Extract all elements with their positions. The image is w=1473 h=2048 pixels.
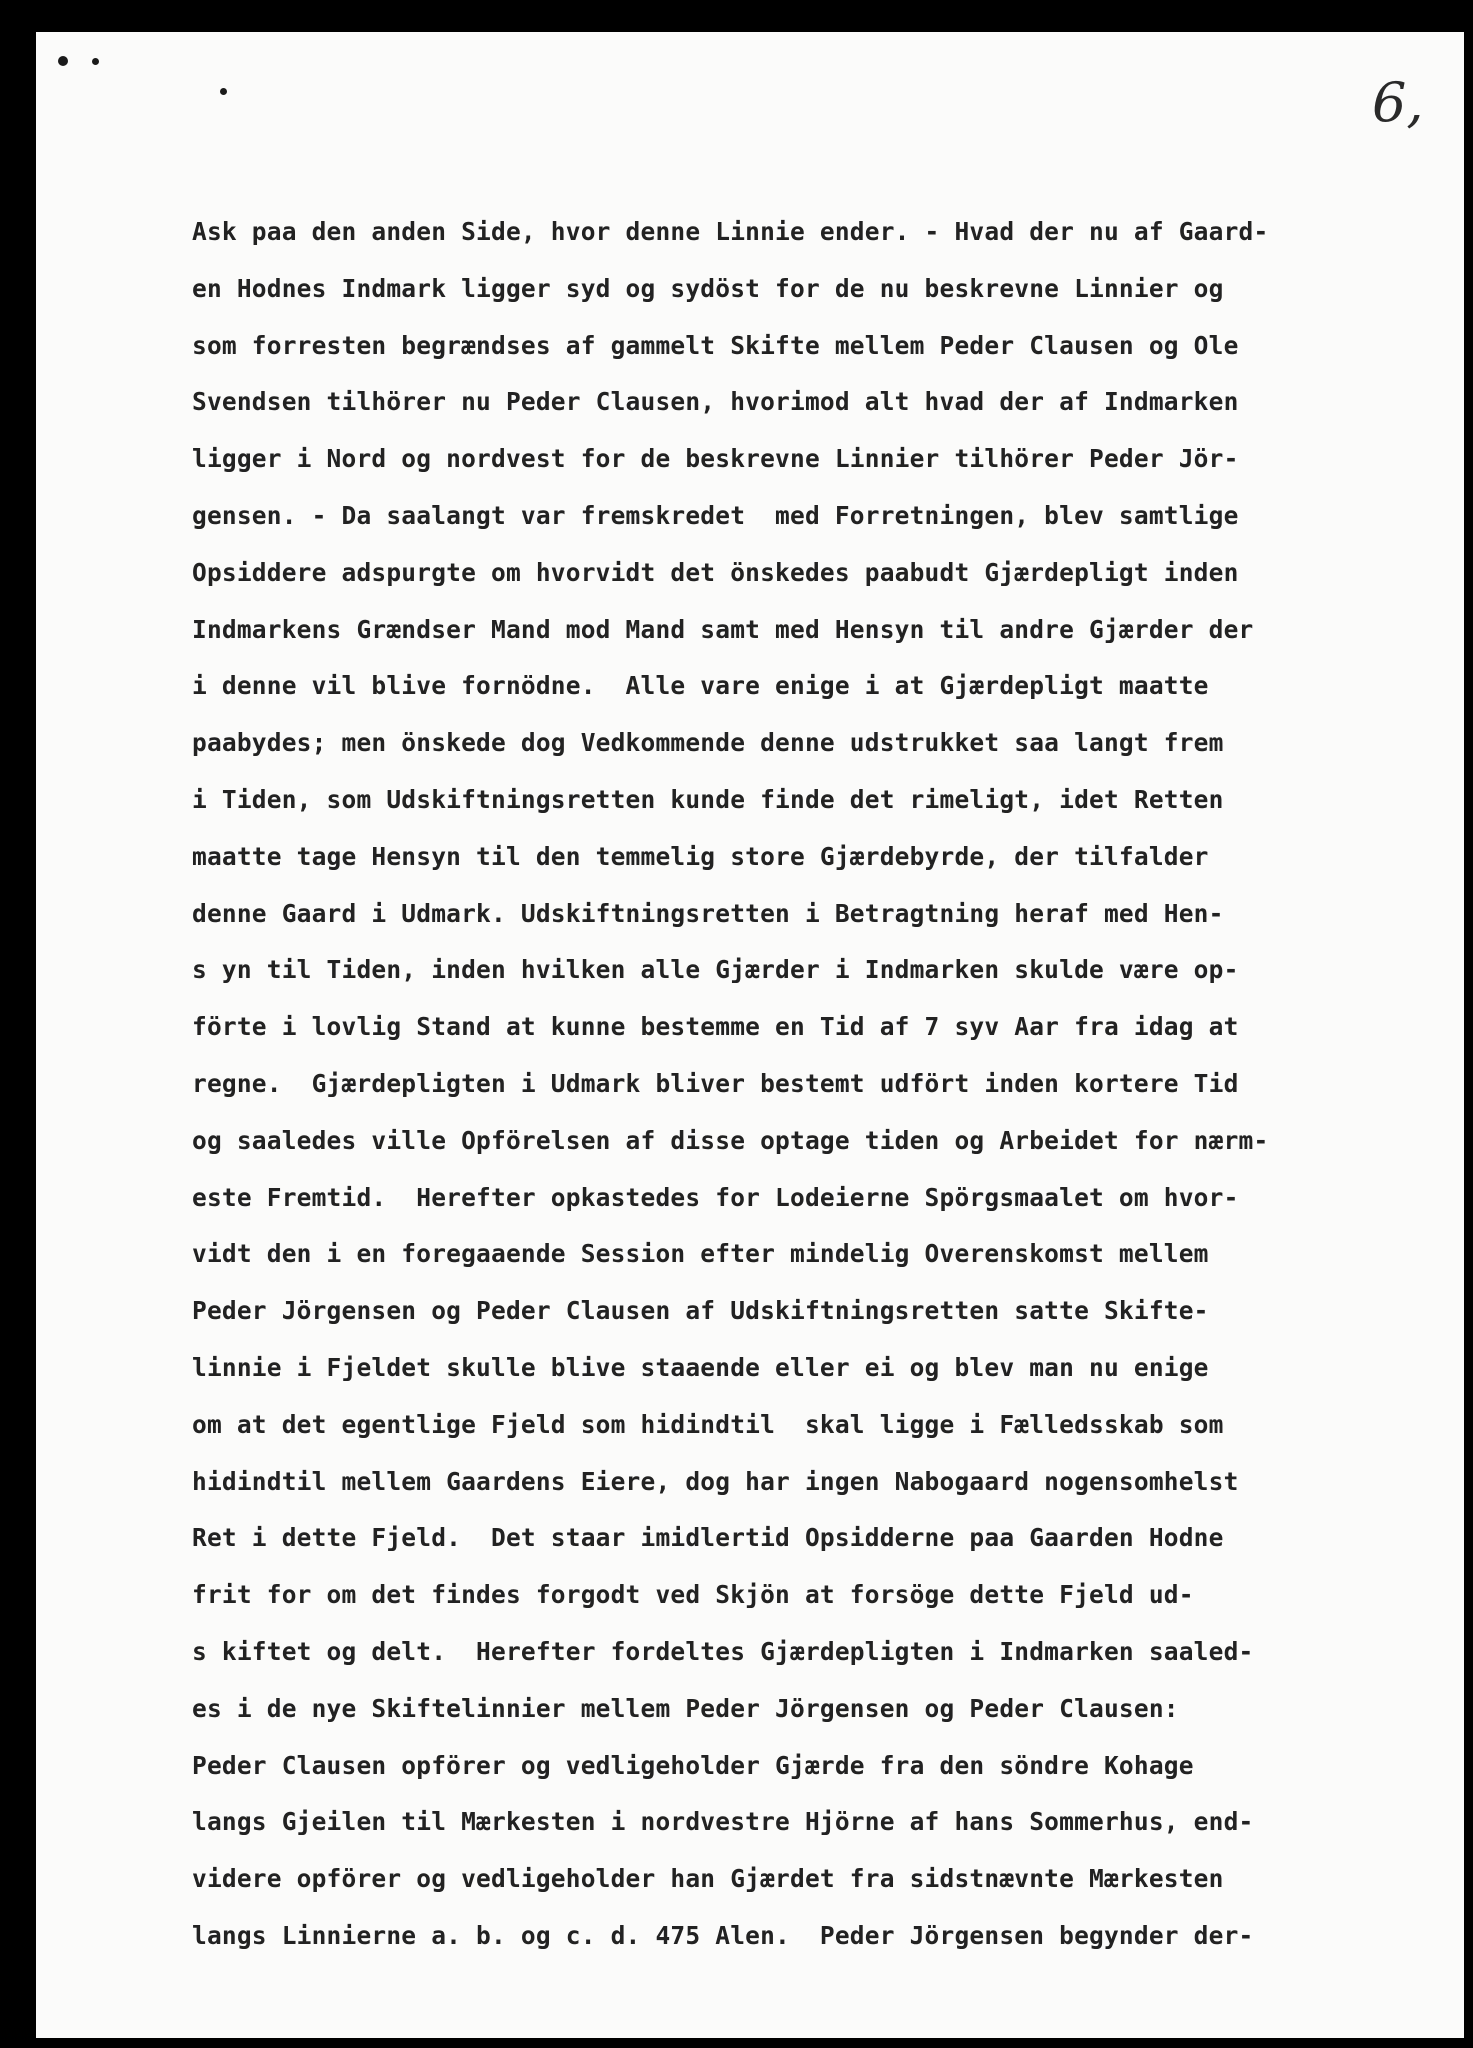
text-line: vidt den i en foregaaende Session efter mindelig Overenskomst mellem [192, 1239, 1209, 1269]
typed-text-body [192, 204, 1442, 1965]
text-line: Peder Jörgensen og Peder Clausen af Udskiftningsretten satte Skifte- [192, 1296, 1209, 1326]
text-line: langs Linnierne a. b. og c. d. 475 Alen. Peder Jörgensen begynder der- [192, 1920, 1254, 1950]
text-line: es i de nye Skiftelinnier mellem Peder Jörgensen og Peder Clausen: [192, 1693, 1179, 1723]
text-line: paabydes; men önskede dog Vedkommende denne udstrukket saa langt frem [192, 728, 1224, 758]
text-line: Ret i dette Fjeld. Det staar imidlertid Opsidderne paa Gaarden Hodne [192, 1523, 1224, 1553]
text-line: linnie i Fjeldet skulle blive staaende eller ei og blev man nu enige [192, 1352, 1209, 1382]
text-line: s yn til Tiden, inden hvilken alle Gjærder i Indmarken skulde være op- [192, 955, 1239, 985]
text-line: Svendsen tilhörer nu Peder Clausen, hvorimod alt hvad der af Indmarken [192, 387, 1239, 417]
text-line: om at det egentlige Fjeld som hidindtil skal ligge i Fælledsskab som [192, 1409, 1224, 1439]
text-line: maatte tage Hensyn til den temmelig store Gjærdebyrde, der tilfalder [192, 841, 1209, 871]
text-line: videre opförer og vedligeholder han Gjærdet fra sidstnævnte Mærkesten [192, 1864, 1224, 1894]
text-line: langs Gjeilen til Mærkesten i nordvestre Hjörne af hans Sommerhus, end- [192, 1807, 1254, 1837]
text-line: som forresten begrændses af gammelt Skifte mellem Peder Clausen og Ole [192, 330, 1239, 360]
text-line: gensen. - Da saalangt var fremskredet med Forretningen, blev samtlige [192, 500, 1239, 530]
text-line: i denne vil blive fornödne. Alle vare enige i at Gjærdepligt maatte [192, 671, 1209, 701]
text-line: Peder Clausen opförer og vedligeholder Gjærde fra den söndre Kohage [192, 1750, 1194, 1780]
text-line: s kiftet og delt. Herefter fordeltes Gjærdepligten i Indmarken saaled- [192, 1636, 1254, 1666]
text-line: Indmarkens Grændser Mand mod Mand samt med Hensyn til andre Gjærder der [192, 614, 1254, 644]
page-number: 6, [1372, 71, 1424, 134]
text-line: förte i lovlig Stand at kunne bestemme en Tid af 7 syv Aar fra idag at [192, 1012, 1239, 1042]
text-line: en Hodnes Indmark ligger syd og sydöst for de nu beskrevne Linnier og [192, 273, 1224, 303]
text-line: regne. Gjærdepligten i Udmark bliver bestemt udfört inden kortere Tid [192, 1068, 1239, 1098]
document-page [36, 32, 1464, 2038]
punch-dot-2 [92, 58, 99, 65]
text-line: ligger i Nord og nordvest for de beskrevne Linnier tilhörer Peder Jör- [192, 444, 1239, 474]
text-line: denne Gaard i Udmark. Udskiftningsretten i Betragtning heraf med Hen- [192, 898, 1224, 928]
text-line: hidindtil mellem Gaardens Eiere, dog har ingen Nabogaard nogensomhelst [192, 1466, 1239, 1496]
text-line: og saaledes ville Opförelsen af disse optage tiden og Arbeidet for nærm- [192, 1125, 1269, 1155]
punch-dot-3 [220, 88, 227, 95]
text-line: este Fremtid. Herefter opkastedes for Lodeierne Spörgsmaalet om hvor- [192, 1182, 1239, 1212]
text-line: Opsiddere adspurgte om hvorvidt det önskedes paabudt Gjærdepligt inden [192, 557, 1239, 587]
text-line: i Tiden, som Udskiftningsretten kunde finde det rimeligt, idet Retten [192, 784, 1224, 814]
text-line: Ask paa den anden Side, hvor denne Linnie ender. - Hvad der nu af Gaard- [192, 217, 1269, 246]
text-line: frit for om det findes forgodt ved Skjön at forsöge dette Fjeld ud- [192, 1580, 1194, 1610]
punch-dot-1 [58, 56, 68, 66]
